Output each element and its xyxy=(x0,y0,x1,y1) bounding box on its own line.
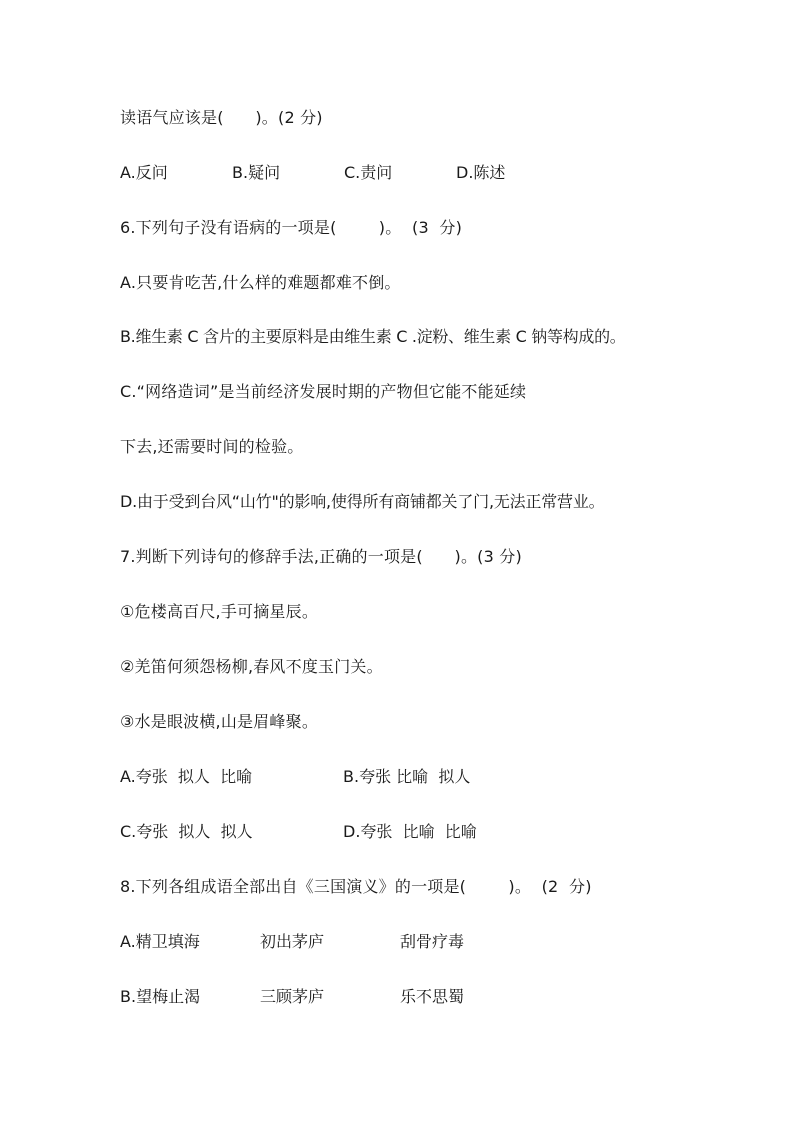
q8-option-b-label: B.望梅止渴 xyxy=(120,987,201,1006)
q5-option-b: B.疑问 xyxy=(232,163,281,182)
q8-option-b-idiom3: 乐不思蜀 xyxy=(400,987,465,1006)
q7-stem: 7.判断下列诗句的修辞手法,正确的一项是( )。(3 分) xyxy=(120,547,522,566)
q7-option-b: B.夸张 比喻 拟人 xyxy=(343,767,471,786)
q8-option-a-label: A.精卫填海 xyxy=(120,932,200,951)
q5-option-c: C.责问 xyxy=(344,163,393,182)
q6-option-c-line1: C.“网络造词”是当前经济发展时期的产物但它能不能延续 xyxy=(120,382,527,401)
q8-option-a-idiom3: 刮骨疗毒 xyxy=(400,932,465,951)
q7-line-3: ③水是眼波横,山是眉峰聚。 xyxy=(120,712,319,731)
q7-line-1: ①危楼高百尺,手可摘星辰。 xyxy=(120,602,319,621)
q7-line-2: ②羌笛何须怨杨柳,春风不度玉门关。 xyxy=(120,657,383,676)
q6-stem: 6.下列句子没有语病的一项是( )。 (3 分) xyxy=(120,218,463,237)
q7-option-a: A.夸张 拟人 比喻 xyxy=(120,767,253,786)
q7-option-d: D.夸张 比喻 比喻 xyxy=(343,822,477,841)
q8-option-b-idiom2: 三顾茅庐 xyxy=(260,987,325,1006)
q5-option-a: A.反问 xyxy=(120,163,168,182)
q8-stem: 8.下列各组成语全部出自《三国演义》的一项是( )。 (2 分) xyxy=(120,877,592,896)
q5-stem-tail: 读语气应该是( )。(2 分) xyxy=(120,108,323,127)
q5-option-d: D.陈述 xyxy=(456,163,506,182)
q8-option-b xyxy=(120,986,465,1096)
q7-option-c: C.夸张 拟人 拟人 xyxy=(120,822,253,841)
q6-option-a: A.只要肯吃苦,什么样的难题都难不倒。 xyxy=(120,273,401,292)
q6-option-c-line2: 下去,还需要时间的检验。 xyxy=(120,437,304,456)
q8-option-a-idiom2: 初出茅庐 xyxy=(260,932,325,951)
q6-option-d: D.由于受到台风“山竹"的影响,使得所有商铺都关了门,无法正常营业。 xyxy=(120,492,605,511)
q6-option-b: B.维生素 C 含片的主要原料是由维生素 C .淀粉、维生素 C 钠等构成的。 xyxy=(120,327,626,346)
